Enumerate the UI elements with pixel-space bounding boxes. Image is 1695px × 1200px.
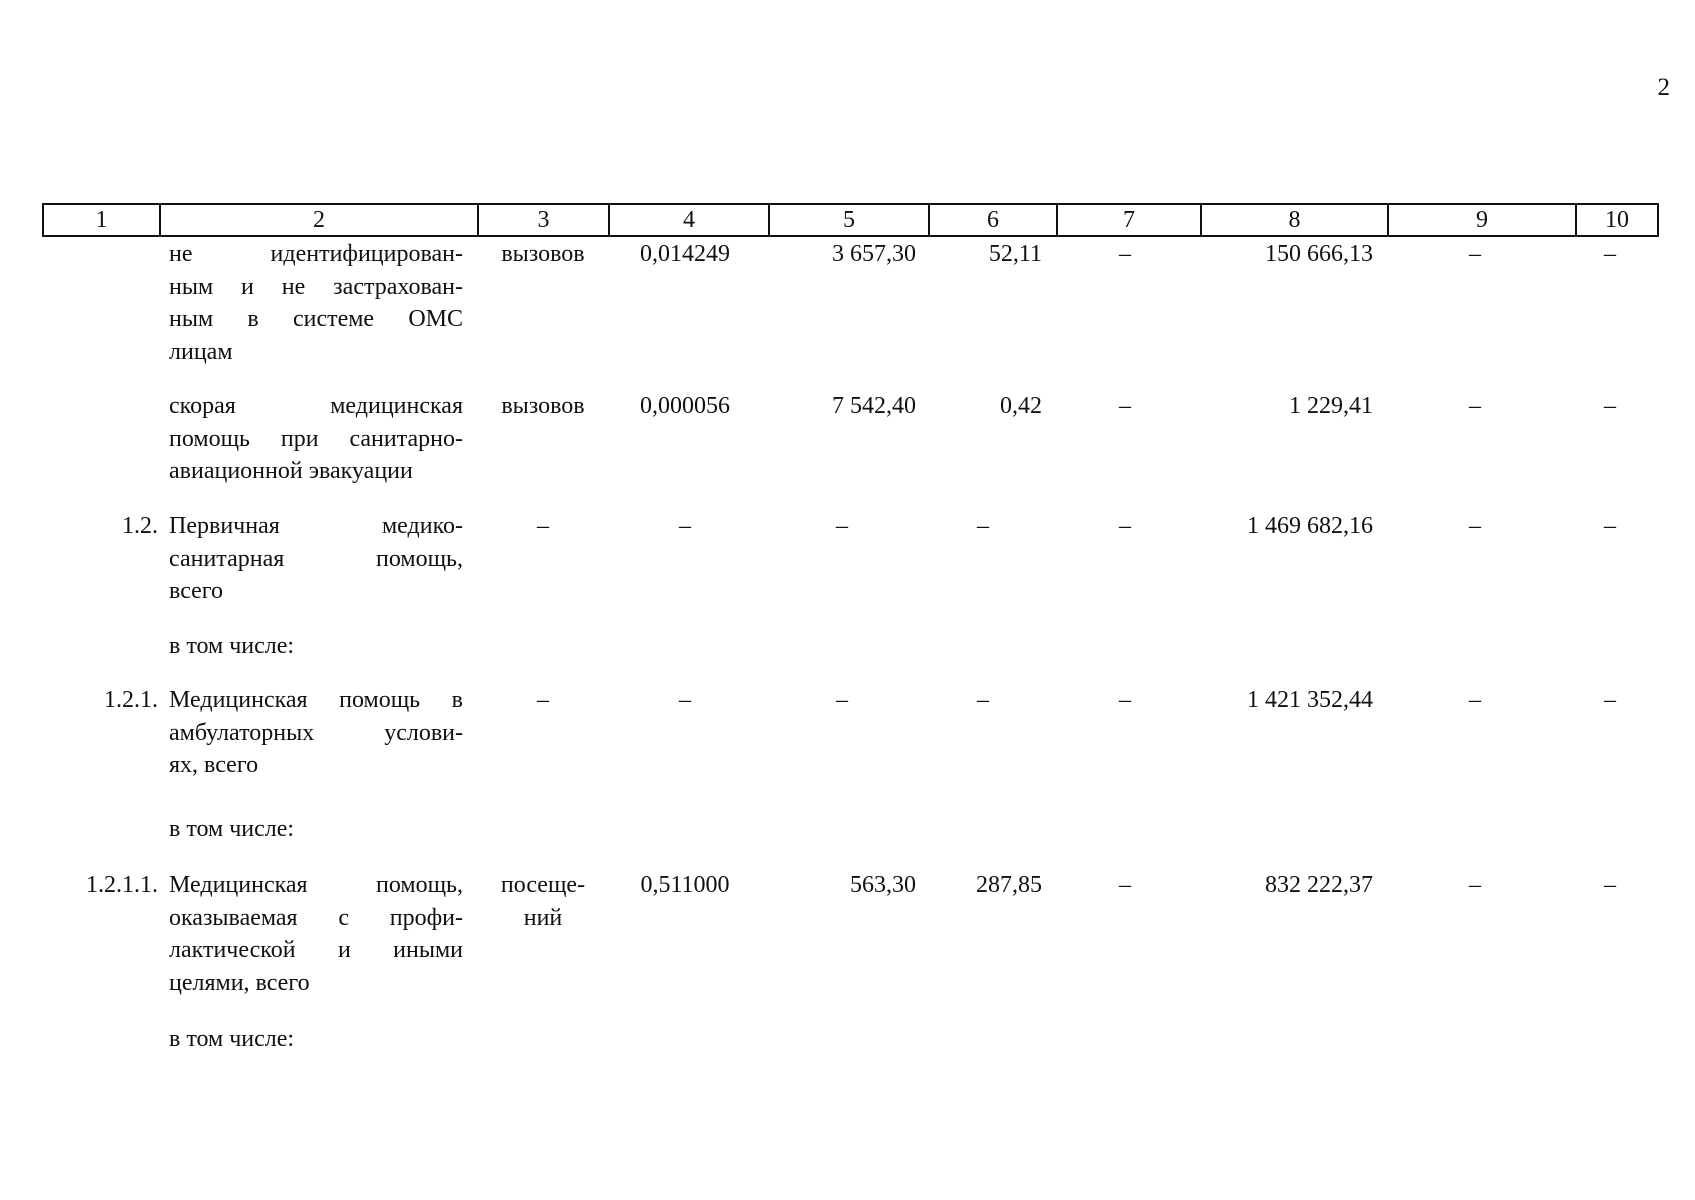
row-col-8: 1 229,41 (1289, 393, 1373, 419)
row-col-5: – (836, 513, 848, 539)
row-name-line: помощь при санитарно- (169, 425, 463, 452)
row-name (169, 1023, 463, 1056)
row-col-7: – (1119, 393, 1131, 419)
table-header (42, 203, 1659, 237)
row-col-10: – (1604, 393, 1616, 419)
row-col-4: 0,000056 (640, 393, 730, 419)
row-name-line: Первичная медико- (169, 513, 463, 539)
row-name-line: скорая медицинская (169, 393, 463, 419)
header-col-3: 3 (478, 204, 609, 236)
row-col-9: – (1469, 687, 1481, 713)
row-name-line: ях, всего (169, 752, 259, 778)
row-name-line: ным в системе ОМС (169, 306, 463, 332)
row-col-4: – (679, 513, 691, 539)
row-col-7: – (1119, 513, 1131, 539)
row-col-10: – (1604, 241, 1616, 267)
row-number: 1.2.1. (104, 687, 158, 713)
row-name (169, 390, 463, 488)
row-col-10: – (1604, 687, 1616, 713)
row-col-5: – (836, 687, 848, 713)
header-col-6: 6 (929, 204, 1057, 236)
row-name-line: лицам (169, 338, 233, 365)
row-unit: – (537, 513, 549, 539)
row-col-6: – (977, 687, 989, 713)
header-col-8: 8 (1201, 204, 1388, 236)
row-name-line: лактической и иными (169, 937, 463, 963)
row-name-line: в том числе: (169, 1026, 295, 1052)
row-col-9: – (1469, 872, 1481, 898)
row-col-8: 832 222,37 (1265, 872, 1373, 898)
row-col-6: – (977, 513, 989, 539)
row-name-line: оказываемая с профи- (169, 904, 463, 931)
row-name-line: авиационной эвакуации (169, 458, 413, 484)
row-col-7: – (1119, 687, 1131, 713)
row-name (169, 684, 463, 782)
row-col-5: 3 657,30 (832, 241, 916, 267)
header-col-7: 7 (1057, 204, 1201, 236)
row-name-line: санитарная помощь, (169, 545, 463, 572)
row-name-line: в том числе: (169, 633, 295, 659)
row-col-9: – (1469, 393, 1481, 419)
row-col-8: 150 666,13 (1265, 241, 1373, 267)
row-name (169, 510, 463, 608)
row-name-line: Медицинская помощь в (169, 687, 463, 713)
row-number: 1.2.1.1. (86, 872, 158, 898)
row-name-line: не идентифицирован- (169, 241, 463, 267)
row-col-5: 7 542,40 (832, 393, 916, 419)
row-name (169, 630, 463, 663)
row-col-10: – (1604, 872, 1616, 898)
header-col-10: 10 (1576, 204, 1658, 236)
header-col-5: 5 (769, 204, 929, 236)
header-col-2: 2 (160, 204, 478, 236)
row-name (169, 869, 463, 999)
row-col-4: – (679, 687, 691, 713)
row-unit-line: посеще- (500, 872, 586, 898)
row-name-line: амбулаторных услови- (169, 719, 463, 746)
header-col-1: 1 (43, 204, 160, 236)
page-number: 2 (1657, 74, 1670, 101)
row-col-8: 1 469 682,16 (1247, 513, 1373, 539)
row-col-7: – (1119, 241, 1131, 267)
row-unit (478, 869, 608, 934)
row-name (169, 813, 463, 846)
row-col-6: 52,11 (988, 241, 1042, 267)
row-name-line: целями, всего (169, 969, 310, 996)
row-name-line: в том числе: (169, 816, 295, 842)
row-col-4: 0,511000 (640, 872, 730, 898)
row-unit: вызовов (501, 241, 585, 267)
row-col-6: 0,42 (1000, 393, 1042, 419)
row-name-line: Медицинская помощь, (169, 872, 463, 898)
row-col-6: 287,85 (976, 872, 1042, 898)
row-unit: – (537, 687, 549, 713)
row-col-10: – (1604, 513, 1616, 539)
row-unit-line: ний (523, 904, 563, 931)
row-col-8: 1 421 352,44 (1247, 687, 1373, 713)
header-col-9: 9 (1388, 204, 1576, 236)
row-col-9: – (1469, 513, 1481, 539)
row-col-4: 0,014249 (640, 241, 730, 267)
row-col-7: – (1119, 872, 1131, 898)
header-col-4: 4 (609, 204, 769, 236)
row-name-line: всего (169, 578, 224, 604)
row-number: 1.2. (122, 513, 158, 539)
row-name (169, 238, 463, 368)
row-unit: вызовов (501, 393, 585, 419)
row-col-9: – (1469, 241, 1481, 267)
row-name-line: ным и не застрахован- (169, 273, 463, 300)
row-col-5: 563,30 (850, 872, 916, 898)
